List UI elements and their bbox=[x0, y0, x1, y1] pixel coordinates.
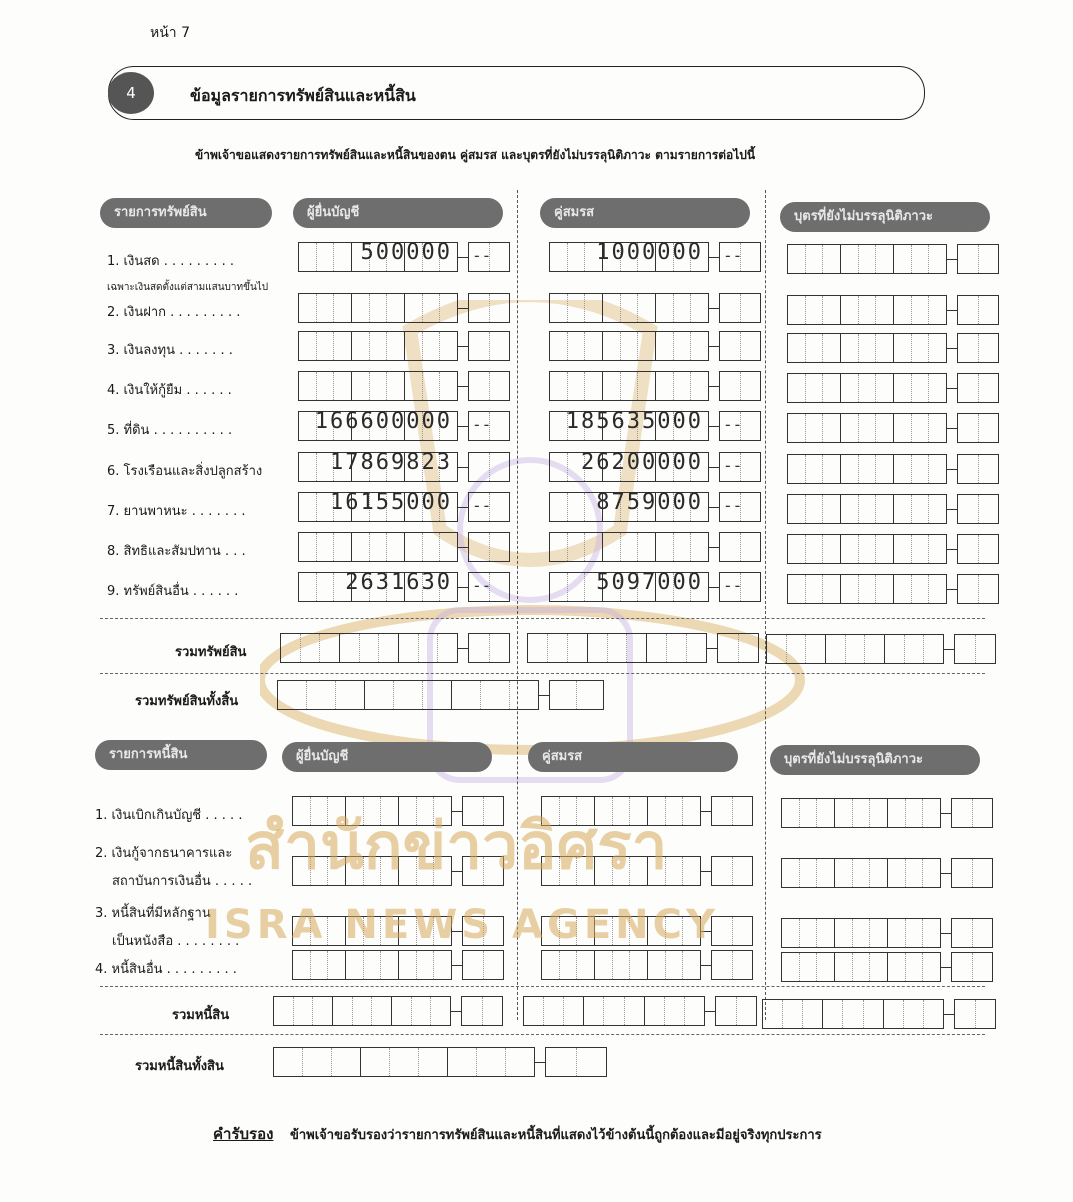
liability-filer-4-field[interactable] bbox=[292, 950, 452, 980]
asset-filer-1-satang-value: -- bbox=[472, 246, 492, 265]
field-connector bbox=[947, 549, 957, 550]
field-connector bbox=[947, 348, 957, 349]
asset-spouse-1-satang-value: -- bbox=[723, 246, 743, 265]
asset-filer-1-value: 500000 bbox=[360, 240, 452, 265]
asset-row-label: 2. เงินฝาก . . . . . . . . . bbox=[107, 305, 241, 320]
assets-header: รายการทรัพย์สิน bbox=[100, 198, 272, 228]
asset-spouse-2-satang-field[interactable] bbox=[719, 293, 761, 323]
field-connector bbox=[535, 1062, 545, 1063]
asset-spouse-7-value: 8759000 bbox=[596, 490, 703, 515]
field-connector bbox=[458, 346, 468, 347]
field-connector bbox=[709, 547, 719, 548]
liabilities-total-filer-field[interactable] bbox=[273, 996, 451, 1026]
liability-row-label: 3. หนี้สินที่มีหลักฐาน bbox=[95, 906, 211, 921]
asset-row-label: 9. ทรัพย์สินอื่น . . . . . . bbox=[107, 584, 239, 599]
asset-child-4-satang-field[interactable] bbox=[957, 373, 999, 403]
field-connector bbox=[709, 587, 719, 588]
asset-row-label: 3. เงินลงทุน . . . . . . . bbox=[107, 343, 233, 358]
asset-spouse-5-value: 185635000 bbox=[565, 409, 703, 434]
liability-child-4-field[interactable] bbox=[781, 952, 941, 982]
asset-child-3-satang-field[interactable] bbox=[957, 333, 999, 363]
asset-spouse-1-value: 1000000 bbox=[596, 240, 703, 265]
asset-spouse-6-value: 26200000 bbox=[581, 450, 703, 475]
liability-spouse-4-field[interactable] bbox=[541, 950, 701, 980]
asset-child-1-field[interactable] bbox=[787, 244, 947, 274]
asset-child-5-field[interactable] bbox=[787, 413, 947, 443]
liabilities-total-child-field[interactable] bbox=[762, 999, 944, 1029]
liability-spouse-2-satang-field[interactable] bbox=[711, 856, 753, 886]
field-connector bbox=[941, 967, 951, 968]
liability-child-2-field[interactable] bbox=[781, 858, 941, 888]
field-connector bbox=[947, 310, 957, 311]
asset-spouse-6-satang-value: -- bbox=[723, 456, 743, 475]
asset-filer-2-satang-field[interactable] bbox=[468, 293, 510, 323]
asset-row-label: 7. ยานพาหนะ . . . . . . . bbox=[107, 504, 246, 519]
asset-child-2-satang-field[interactable] bbox=[957, 295, 999, 325]
field-connector bbox=[539, 695, 549, 696]
assets-total-child-satang-field[interactable] bbox=[954, 634, 996, 664]
asset-spouse-3-satang-field[interactable] bbox=[719, 331, 761, 361]
asset-spouse-8-satang-field[interactable] bbox=[719, 532, 761, 562]
asset-child-6-field[interactable] bbox=[787, 454, 947, 484]
asset-filer-8-field[interactable] bbox=[298, 532, 458, 562]
assets-col-filer: ผู้ยื่นบัญชี bbox=[293, 198, 503, 228]
assets-grand-total-label: รวมทรัพย์สินทั้งสิ้น bbox=[135, 694, 239, 709]
asset-filer-9-satang-value: -- bbox=[472, 576, 492, 595]
asset-spouse-3-field[interactable] bbox=[549, 331, 709, 361]
certification-title: คำรับรอง bbox=[213, 1125, 274, 1143]
assets-total-filer-satang-field[interactable] bbox=[468, 633, 510, 663]
liabilities-total-label: รวมหนี้สิน bbox=[172, 1008, 230, 1023]
field-connector bbox=[947, 428, 957, 429]
asset-filer-7-value: 16155000 bbox=[330, 490, 452, 515]
asset-filer-4-field[interactable] bbox=[298, 371, 458, 401]
asset-filer-3-satang-field[interactable] bbox=[468, 331, 510, 361]
field-connector bbox=[458, 308, 468, 309]
field-connector bbox=[452, 965, 462, 966]
field-connector bbox=[944, 1014, 954, 1015]
asset-spouse-2-field[interactable] bbox=[549, 293, 709, 323]
field-connector bbox=[941, 813, 951, 814]
field-connector bbox=[707, 648, 717, 649]
liability-child-2-satang-field[interactable] bbox=[951, 858, 993, 888]
field-connector bbox=[709, 426, 719, 427]
asset-child-1-satang-field[interactable] bbox=[957, 244, 999, 274]
asset-filer-5-value: 166600000 bbox=[314, 409, 452, 434]
field-connector bbox=[709, 308, 719, 309]
certification-text: ข้าพเจ้าขอรับรองว่ารายการทรัพย์สินและหนี้สินที่แสดงไว้ข้างต้นนี้ถูกต้องและมีอยู่จริงทุกประการ bbox=[289, 1128, 822, 1143]
page-number: หน้า 7 bbox=[150, 25, 191, 41]
assets-col-spouse: คู่สมรส bbox=[540, 198, 750, 228]
asset-filer-3-field[interactable] bbox=[298, 331, 458, 361]
asset-filer-2-field[interactable] bbox=[298, 293, 458, 323]
asset-filer-6-satang-field[interactable] bbox=[468, 452, 510, 482]
divider bbox=[100, 673, 985, 674]
liabilities-grand-total-label: รวมหนี้สินทั้งสิน bbox=[135, 1059, 224, 1074]
liabilities-col-child: บุตรที่ยังไม่บรรลุนิติภาวะ bbox=[770, 745, 980, 775]
asset-row-label: 1. เงินสด . . . . . . . . . bbox=[107, 254, 234, 269]
asset-spouse-8-field[interactable] bbox=[549, 532, 709, 562]
asset-spouse-5-satang-value: -- bbox=[723, 415, 743, 434]
asset-child-8-field[interactable] bbox=[787, 534, 947, 564]
asset-row-label: 8. สิทธิและสัมปทาน . . . bbox=[107, 544, 246, 559]
field-connector bbox=[458, 257, 468, 258]
assets-total-label: รวมทรัพย์สิน bbox=[175, 645, 247, 660]
asset-spouse-4-field[interactable] bbox=[549, 371, 709, 401]
watermark-thai: สำนักข่าวอิศรา bbox=[245, 810, 668, 884]
field-connector bbox=[944, 649, 954, 650]
field-connector bbox=[709, 346, 719, 347]
liability-row-label: 4. หนี้สินอื่น . . . . . . . . . bbox=[95, 962, 237, 977]
liabilities-col-spouse: คู่สมรส bbox=[528, 742, 738, 772]
field-connector bbox=[458, 426, 468, 427]
asset-child-9-field[interactable] bbox=[787, 574, 947, 604]
field-connector bbox=[709, 257, 719, 258]
intro-text: ข้าพเจ้าขอแสดงรายการทรัพย์สินและหนี้สินของตน คู่สมรส และบุตรที่ยังไม่บรรลุนิติภาวะ ตามรายการต่อไปนี้ bbox=[195, 148, 756, 162]
field-connector bbox=[458, 587, 468, 588]
field-connector bbox=[458, 648, 468, 649]
field-connector bbox=[705, 1011, 715, 1012]
field-connector bbox=[709, 467, 719, 468]
asset-row-label: 4. เงินให้กู้ยืม . . . . . . bbox=[107, 383, 232, 398]
liabilities-total-filer-satang-field[interactable] bbox=[461, 996, 503, 1026]
liability-child-3-field[interactable] bbox=[781, 918, 941, 948]
cash-note: เฉพาะเงินสดตั้งแต่สามแสนบาทขึ้นไป bbox=[107, 282, 269, 293]
asset-filer-9-value: 2631630 bbox=[345, 570, 452, 595]
asset-filer-4-satang-field[interactable] bbox=[468, 371, 510, 401]
assets-grand-total-field[interactable] bbox=[277, 680, 539, 710]
field-connector bbox=[458, 386, 468, 387]
divider bbox=[100, 986, 985, 987]
liability-child-1-satang-field[interactable] bbox=[951, 798, 993, 828]
field-connector bbox=[701, 811, 711, 812]
liabilities-grand-total-satang-field[interactable] bbox=[545, 1047, 607, 1077]
assets-grand-total-satang-field[interactable] bbox=[549, 680, 604, 710]
field-connector bbox=[458, 467, 468, 468]
liability-child-4-satang-field[interactable] bbox=[951, 952, 993, 982]
asset-child-6-satang-field[interactable] bbox=[957, 454, 999, 484]
liabilities-header: รายการหนี้สิน bbox=[95, 740, 267, 770]
field-connector bbox=[941, 933, 951, 934]
asset-child-5-satang-field[interactable] bbox=[957, 413, 999, 443]
asset-child-9-satang-field[interactable] bbox=[957, 574, 999, 604]
certification bbox=[213, 1122, 822, 1146]
divider bbox=[100, 1034, 985, 1035]
watermark-english: ISRA NEWS AGENCY bbox=[205, 902, 719, 948]
assets-col-child: บุตรที่ยังไม่บรรลุนิติภาวะ bbox=[780, 202, 990, 232]
field-connector bbox=[701, 965, 711, 966]
assets-total-filer-field[interactable] bbox=[280, 633, 458, 663]
liabilities-total-spouse-field[interactable] bbox=[523, 996, 705, 1026]
liability-child-1-field[interactable] bbox=[781, 798, 941, 828]
asset-child-2-field[interactable] bbox=[787, 295, 947, 325]
asset-child-7-satang-field[interactable] bbox=[957, 494, 999, 524]
assets-total-spouse-satang-field[interactable] bbox=[717, 633, 759, 663]
section-title: ข้อมูลรายการทรัพย์สินและหนี้สิน bbox=[190, 86, 416, 105]
asset-spouse-7-satang-value: -- bbox=[723, 496, 743, 515]
field-connector bbox=[451, 1011, 461, 1012]
assets-total-child-field[interactable] bbox=[766, 634, 944, 664]
liabilities-col-filer: ผู้ยื่นบัญชี bbox=[282, 742, 492, 772]
liability-row-label: 2. เงินกู้จากธนาคารและ bbox=[95, 846, 233, 861]
field-connector bbox=[947, 469, 957, 470]
asset-spouse-9-satang-value: -- bbox=[723, 576, 743, 595]
field-connector bbox=[947, 388, 957, 389]
liabilities-total-child-satang-field[interactable] bbox=[954, 999, 996, 1029]
asset-child-8-satang-field[interactable] bbox=[957, 534, 999, 564]
liability-row-label: 1. เงินเบิกเกินบัญชี . . . . . bbox=[95, 808, 243, 823]
field-connector bbox=[947, 589, 957, 590]
field-connector bbox=[941, 873, 951, 874]
asset-filer-8-satang-field[interactable] bbox=[468, 532, 510, 562]
asset-row-label: 5. ที่ดิน . . . . . . . . . . bbox=[107, 423, 233, 438]
asset-filer-6-value: 17869823 bbox=[330, 450, 452, 475]
asset-spouse-4-satang-field[interactable] bbox=[719, 371, 761, 401]
field-connector bbox=[947, 259, 957, 260]
asset-filer-7-satang-value: -- bbox=[472, 496, 492, 515]
section-number: 4 bbox=[108, 72, 154, 114]
liability-filer-4-satang-field[interactable] bbox=[462, 950, 504, 980]
field-connector bbox=[709, 386, 719, 387]
assets-total-spouse-field[interactable] bbox=[527, 633, 707, 663]
field-connector bbox=[701, 871, 711, 872]
liabilities-grand-total-field[interactable] bbox=[273, 1047, 535, 1077]
column-separator bbox=[765, 190, 766, 1020]
asset-child-3-field[interactable] bbox=[787, 333, 947, 363]
field-connector bbox=[458, 507, 468, 508]
field-connector bbox=[458, 547, 468, 548]
field-connector bbox=[709, 507, 719, 508]
asset-child-7-field[interactable] bbox=[787, 494, 947, 524]
field-connector bbox=[947, 509, 957, 510]
asset-row-label: 6. โรงเรือนและสิ่งปลูกสร้าง bbox=[107, 464, 263, 479]
liabilities-total-spouse-satang-field[interactable] bbox=[715, 996, 757, 1026]
divider bbox=[100, 618, 985, 619]
liability-child-3-satang-field[interactable] bbox=[951, 918, 993, 948]
asset-filer-5-satang-value: -- bbox=[472, 415, 492, 434]
asset-child-4-field[interactable] bbox=[787, 373, 947, 403]
liability-row-label-cont: เป็นหนังสือ . . . . . . . . bbox=[112, 934, 240, 949]
liability-spouse-4-satang-field[interactable] bbox=[711, 950, 753, 980]
liability-row-label-cont: สถาบันการเงินอื่น . . . . . bbox=[112, 874, 253, 889]
liability-spouse-1-satang-field[interactable] bbox=[711, 796, 753, 826]
asset-spouse-9-value: 5097000 bbox=[596, 570, 703, 595]
